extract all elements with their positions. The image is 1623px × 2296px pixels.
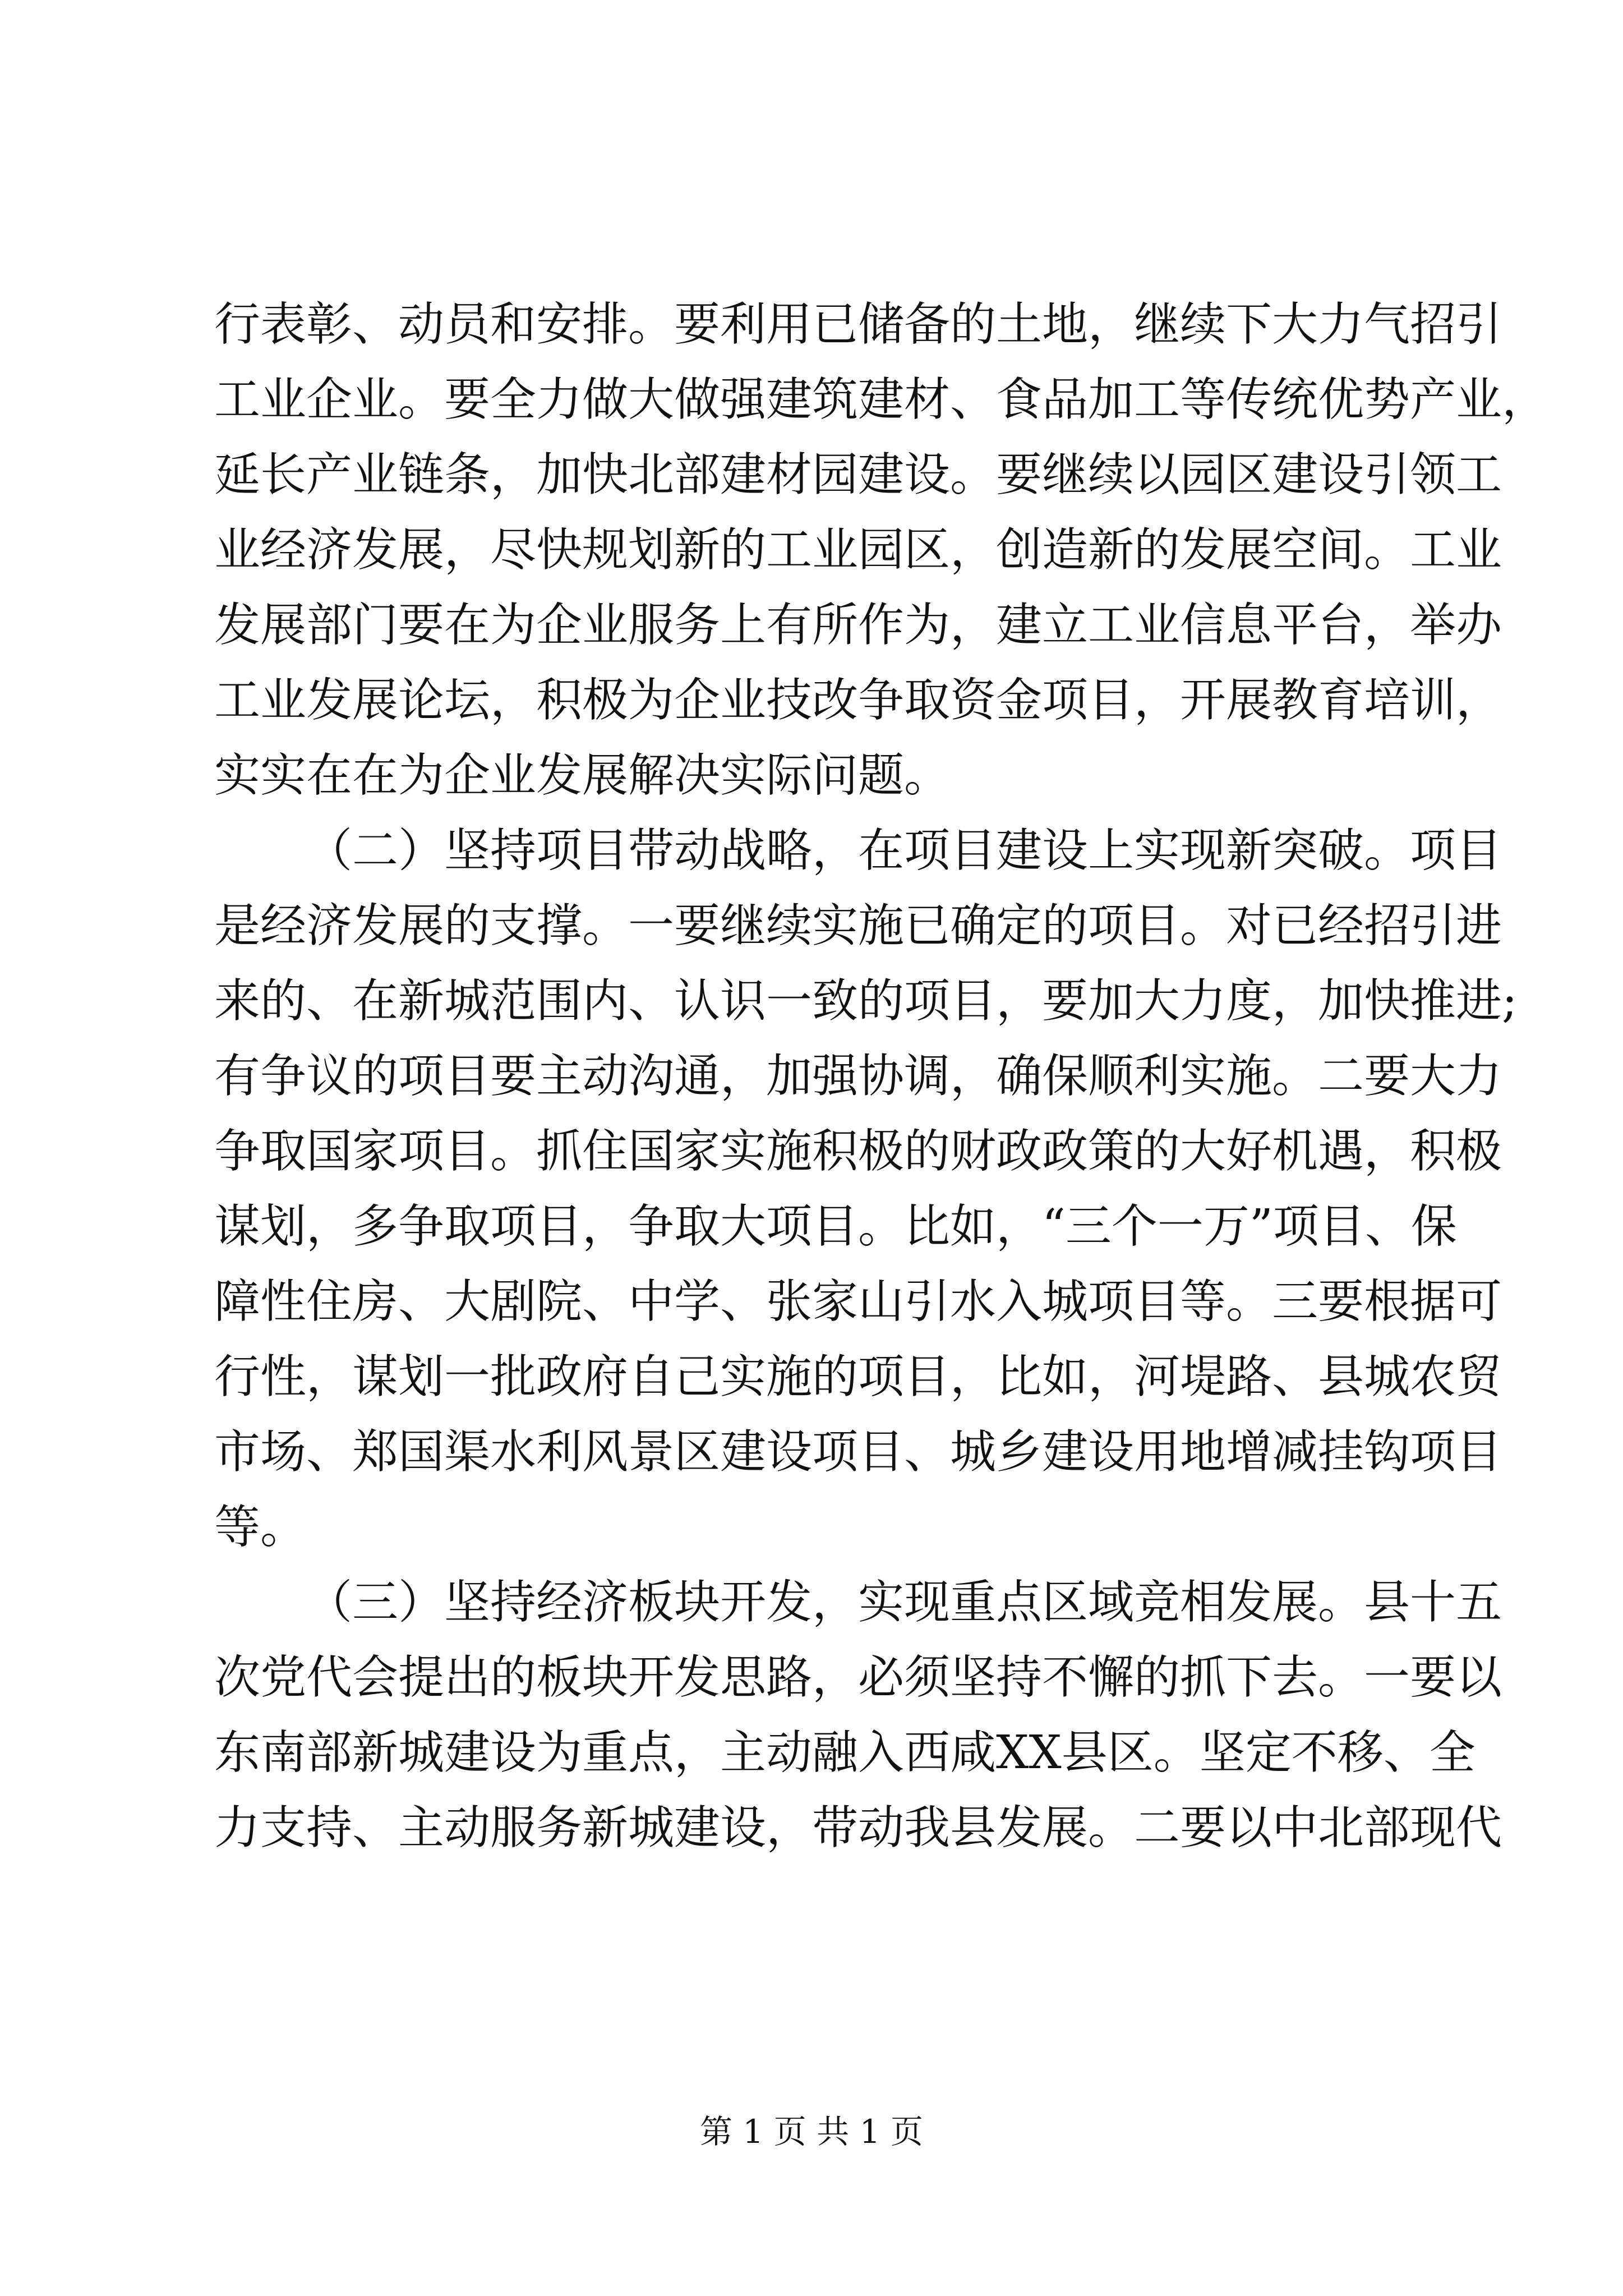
text-line: 行性，谋划一批政府自己实施的项目，比如，河堤路、县城农贸	[214, 1350, 1502, 1404]
text-line: 争取国家项目。抓住国家实施积极的财政政策的大好机遇，积极	[214, 1125, 1502, 1178]
text-line: 业经济发展，尽快规划新的工业园区，创造新的发展空间。工业	[214, 523, 1502, 577]
text-line: 工业企业。要全力做大做强建筑建材、食品加工等传统优势产业，	[214, 373, 1548, 426]
text-line: 次党代会提出的板块开发思路，必须坚持不懈的抓下去。一要以	[214, 1651, 1502, 1704]
text-line: 东南部新城建设为重点，主动融入西咸XX县区。坚定不移、全	[214, 1726, 1476, 1779]
page-footer: 第 1 页 共 1 页	[700, 2113, 923, 2151]
text-line: 发展部门要在为企业服务上有所作为，建立工业信息平台，举办	[214, 599, 1502, 652]
text-line: 力支持、主动服务新城建设，带动我县发展。二要以中北部现代	[214, 1801, 1502, 1855]
section-heading-line: （三）坚持经济板块开发，实现重点区域竞相发展。县十五	[306, 1576, 1502, 1629]
document-body	[214, 287, 1548, 1866]
text-line: 实实在在为企业发展解决实际问题。	[214, 749, 951, 802]
section-heading-line: （二）坚持项目带动战略，在项目建设上实现新突破。项目	[306, 824, 1502, 877]
text-line: 等。	[214, 1501, 307, 1554]
text-line: 工业发展论坛，积极为企业技改争取资金项目，开展教育培训，	[214, 674, 1502, 727]
text-line: 来的、在新城范围内、认识一致的项目，要加大力度，加快推进;	[214, 974, 1518, 1028]
text-line: 行表彰、动员和安排。要利用已储备的土地，继续下大力气招引	[214, 298, 1502, 351]
text-line: 有争议的项目要主动沟通，加强协调，确保顺利实施。二要大力	[214, 1050, 1502, 1103]
text-line: 谋划，多争取项目，争取大项目。比如，“三个一万”项目、保	[214, 1200, 1457, 1253]
text-line: 市场、郑国渠水利风景区建设项目、城乡建设用地增减挂钩项目	[214, 1425, 1502, 1479]
text-line: 延长产业链条，加快北部建材园建设。要继续以园区建设引领工	[214, 448, 1502, 501]
text-line: 是经济发展的支撑。一要继续实施已确定的项目。对已经招引进	[214, 899, 1502, 953]
text-line: 障性住房、大剧院、中学、张家山引水入城项目等。三要根据可	[214, 1275, 1502, 1328]
